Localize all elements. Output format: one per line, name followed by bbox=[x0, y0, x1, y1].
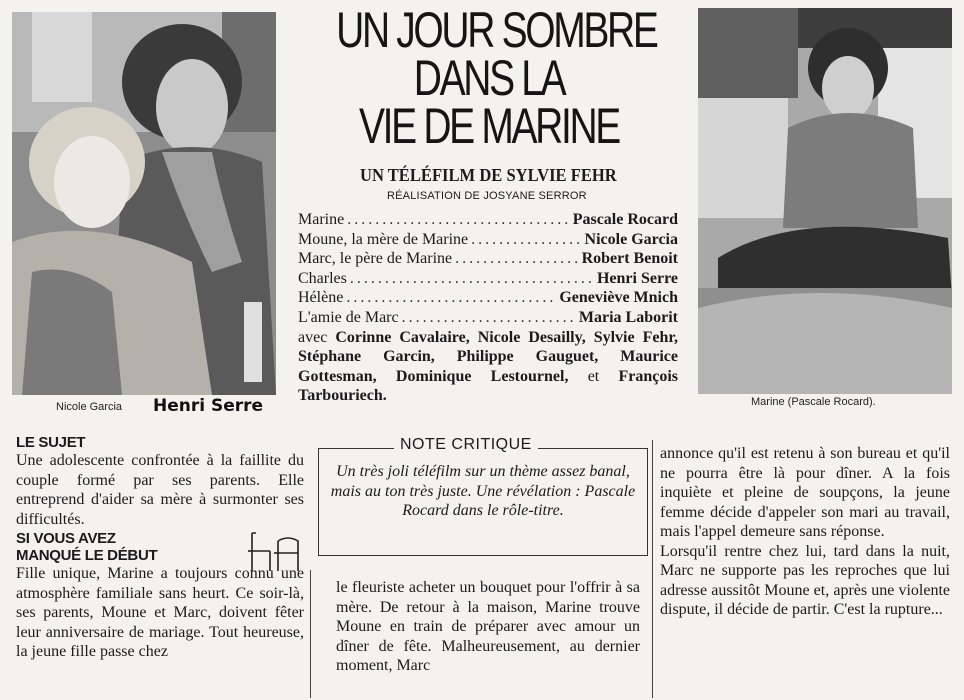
note-critique-text: Un très joli téléfilm sur un thème assez banal, mais au ton très juste. Une révélation : Pascale Rocard dans le rôle-titre. bbox=[330, 463, 636, 519]
cast-actor: Henri Serre bbox=[596, 269, 678, 287]
cast-role: Marc, le père de Marine bbox=[298, 250, 453, 268]
column-rule-right bbox=[652, 440, 653, 698]
cast-role: L'amie de Marc bbox=[298, 308, 399, 326]
caption-nicole-garcia: Nicole Garcia bbox=[56, 401, 123, 413]
subtitle: UN TÉLÉFILM DE SYLVIE FEHR bbox=[360, 165, 617, 185]
cast-role: Charles bbox=[298, 269, 347, 287]
heading-debut-1: SI VOUS AVEZ bbox=[16, 530, 116, 547]
cast-list bbox=[298, 210, 678, 406]
avec-last-prefix: et bbox=[587, 367, 600, 385]
title-line-3: VIE DE MARINE bbox=[359, 98, 619, 154]
photo-pascale-rocard bbox=[698, 8, 952, 394]
cast-row bbox=[298, 308, 678, 328]
cast-actor: Nicole Garcia bbox=[584, 230, 678, 248]
cast-actor: Robert Benoit bbox=[581, 250, 678, 268]
cast-role: Hélène bbox=[298, 289, 344, 307]
column-rule-left bbox=[310, 570, 311, 698]
cast-row bbox=[298, 269, 678, 289]
cast-others bbox=[298, 328, 678, 406]
middle-text: le fleuriste acheter un bouquet pour l'offrir à sa mère. De retour à la maison, Marine trouve Moune en train de préparer avec amour un dîner de fête. Malheureusement, au dernier moment, Marc bbox=[336, 579, 640, 674]
article-title bbox=[336, 2, 657, 154]
chair-icon bbox=[246, 531, 304, 573]
cast-role: Moune, la mère de Marine bbox=[298, 230, 469, 248]
sujet-text: Une adolescente confrontée à la faillite du couple formé par ses parents. Elle entreprend d'aider sa mère à surmonter ses difficultés. bbox=[16, 452, 304, 528]
cast-actor: Geneviève Mnich bbox=[559, 289, 678, 307]
cast-actor: Pascale Rocard bbox=[572, 211, 678, 228]
note-critique-title: NOTE CRITIQUE bbox=[394, 436, 538, 454]
title-line-2: DANS LA bbox=[413, 50, 565, 106]
middle-column bbox=[336, 578, 640, 676]
avec-prefix: avec bbox=[298, 328, 328, 346]
cast-row bbox=[298, 230, 678, 250]
title-line-1: UN JOUR SOMBRE bbox=[336, 2, 657, 58]
debut-text: Fille unique, Marine a toujours connu une atmosphère familiale sans heurt. Ce soir-là, ses parents, Moune et Marc, doivent fêter leur anniversaire de mariage. Tout heureuse, la jeune fille passe chez bbox=[16, 565, 304, 660]
avec-last-name: François Tarbouriech. bbox=[298, 367, 679, 405]
right-text-1: annonce qu'il est retenu à son bureau et qu'il ne pourra être là pour dîner. A la fois inquiète et pleine de soupçons, la jeune femme décide d'appeler son mari au travail, mais l'appel demeure sans réponse. bbox=[660, 445, 950, 540]
heading-sujet: LE SUJET bbox=[16, 434, 86, 451]
right-column bbox=[660, 444, 950, 620]
avec-names: Corinne Cavalaire, Nicole Desailly, Sylvie Fehr, Stéphane Garcin, Philippe Gauguet, Maurice Gottesman, Dominique Lestournel, bbox=[298, 328, 679, 385]
caption-henri-serre: Henri Serre bbox=[153, 396, 264, 416]
right-text-2: Lorsqu'il rentre chez lui, tard dans la nuit, Marc ne supporte pas les reproches que lui adresse aussitôt Moune et, après une violente dispute, il décide de partir. C'est la rupture... bbox=[660, 542, 950, 618]
photo-nicole-garcia-henri-serre bbox=[12, 12, 276, 395]
realisation: RÉALISATION DE JOSYANE SERROR bbox=[387, 190, 587, 202]
cast-row bbox=[298, 249, 678, 269]
cast-row bbox=[298, 288, 678, 308]
cast-role: Marine bbox=[298, 211, 345, 228]
cast-actor: Maria Laborit bbox=[578, 308, 678, 326]
cast-row bbox=[298, 210, 678, 230]
heading-debut-2: MANQUÉ LE DÉBUT bbox=[16, 547, 158, 564]
caption-marine: Marine (Pascale Rocard). bbox=[751, 396, 876, 408]
